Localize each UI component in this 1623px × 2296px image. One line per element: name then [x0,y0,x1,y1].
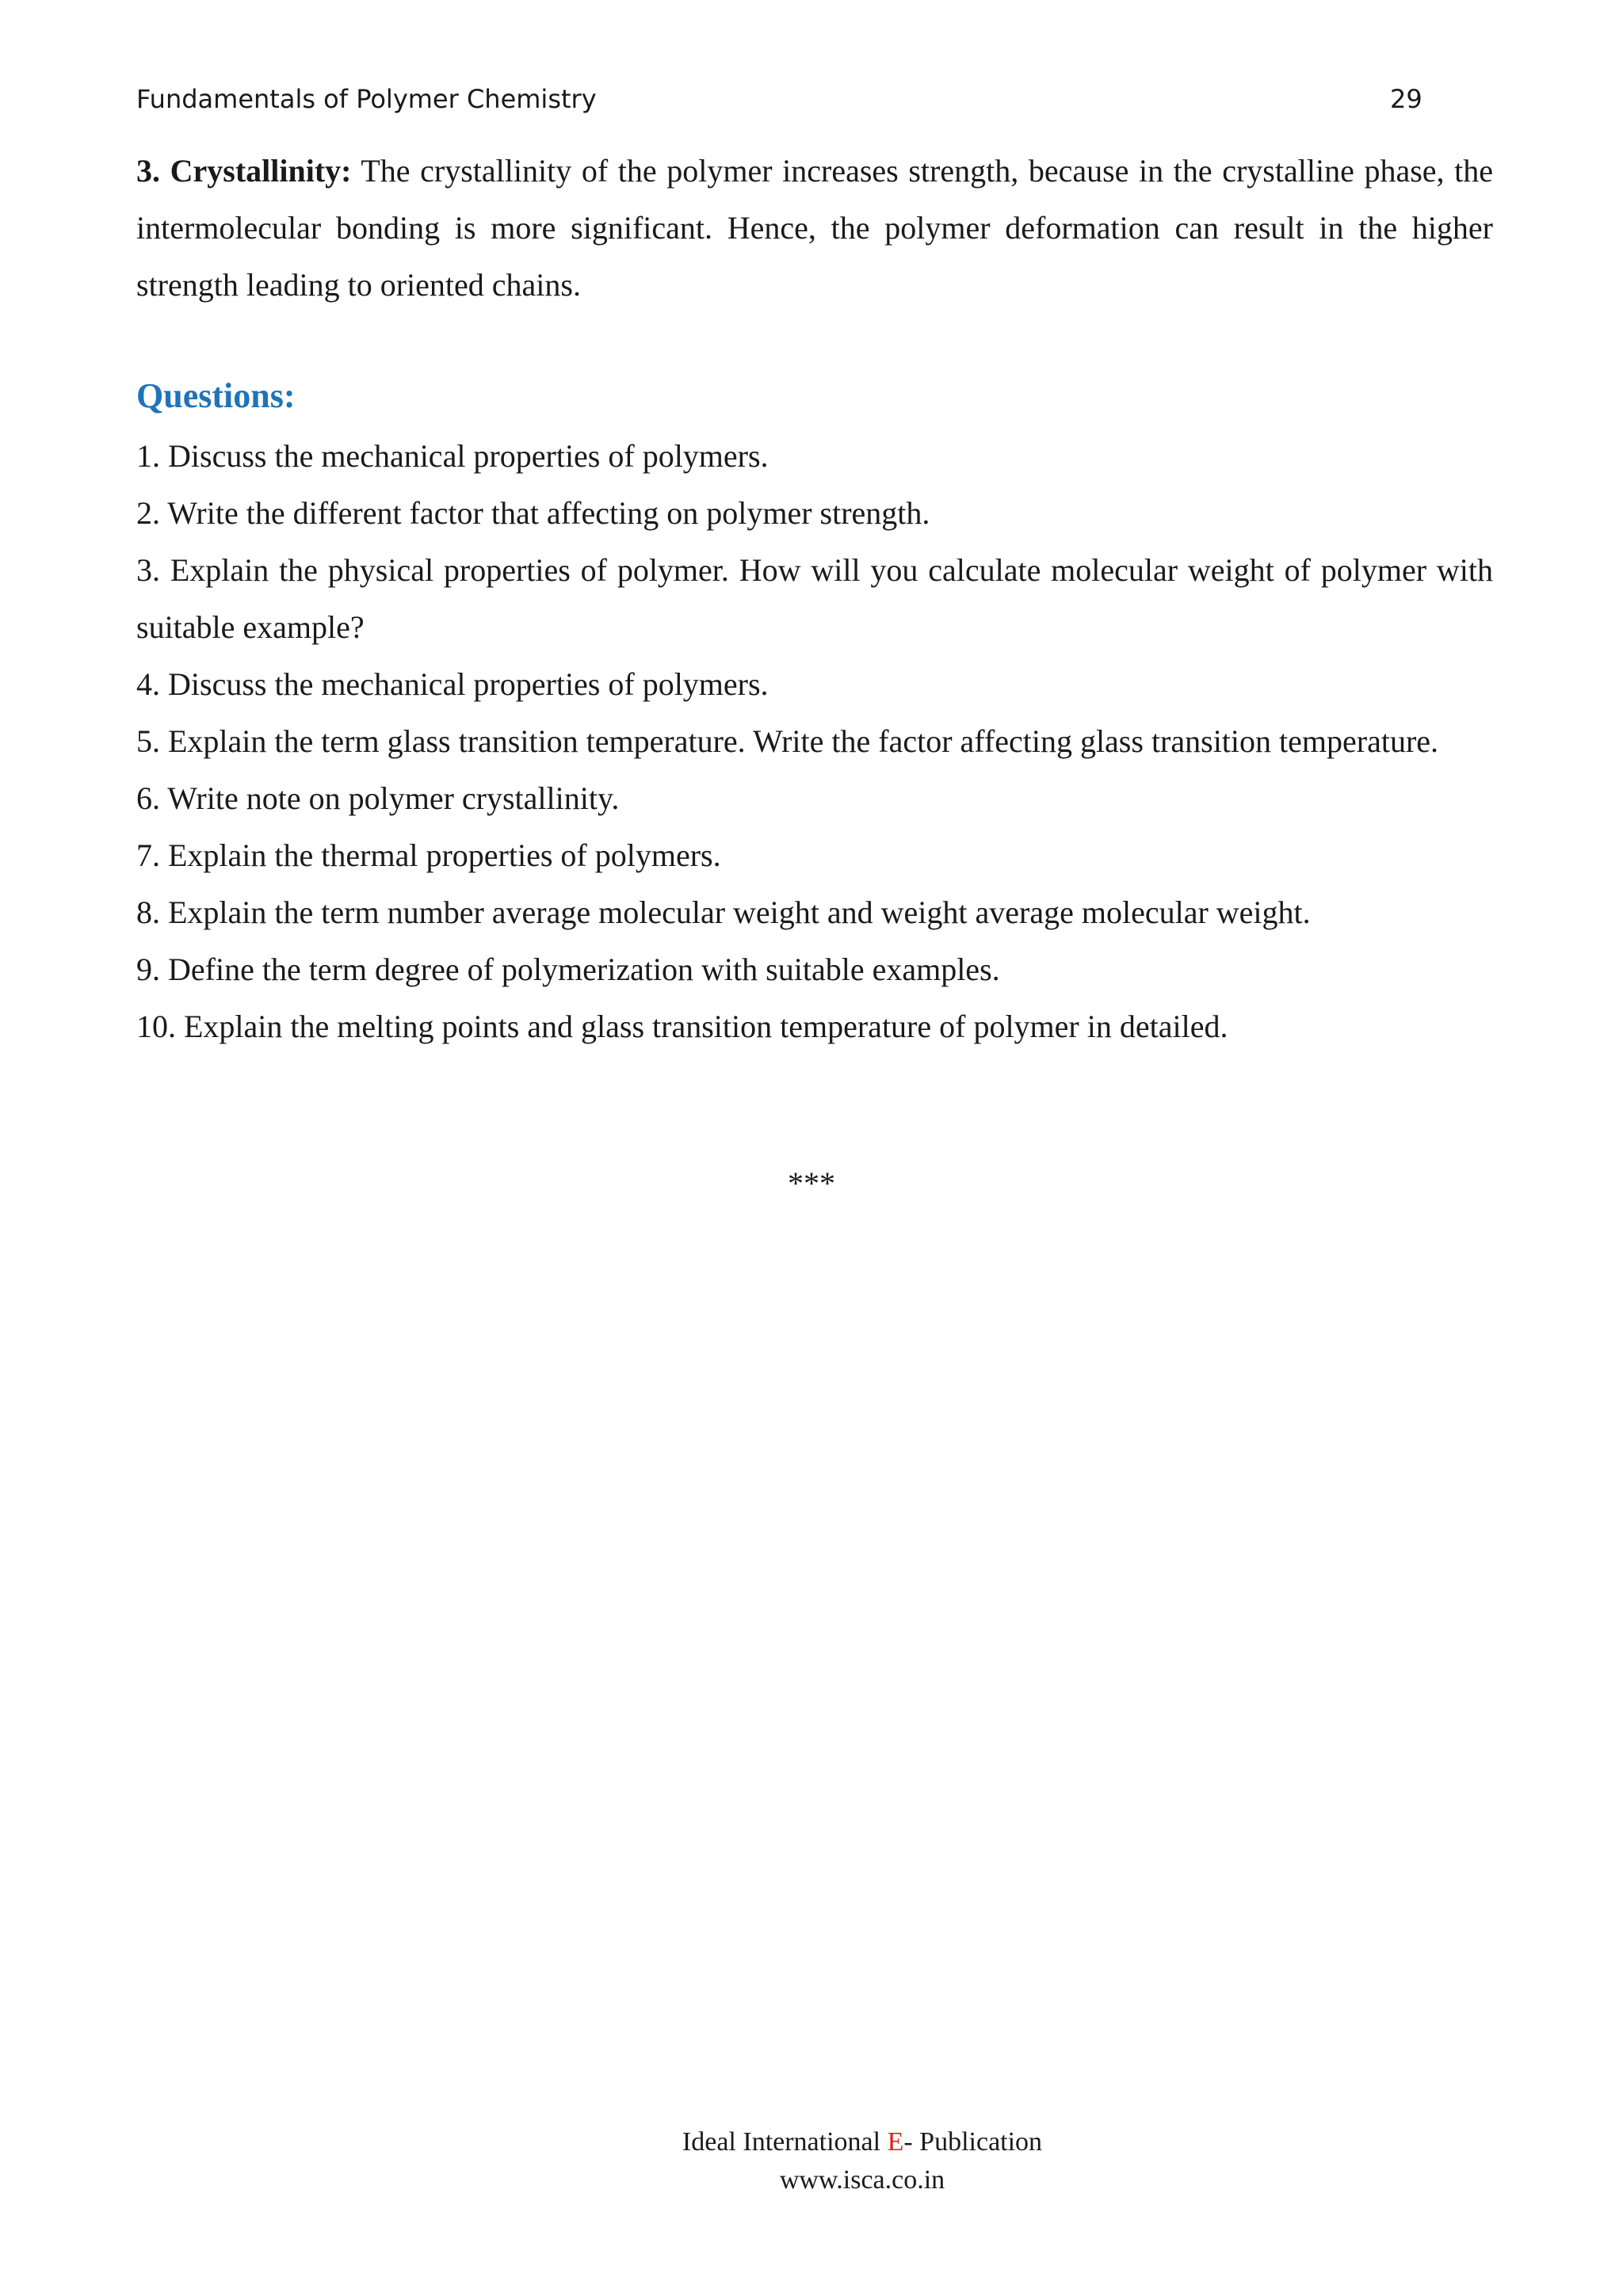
question-item: 5. Explain the term glass transition temperature. Write the factor affecting glass transition temperature. [136,723,1439,759]
question-item: 10. Explain the melting points and glass transition temperature of polymer in detailed. [136,1009,1228,1044]
question-item: 1. Discuss the mechanical properties of polymers. [136,438,769,474]
question-item: 6. Write note on polymer crystallinity. [136,780,620,816]
publisher-e-letter: E [887,2127,904,2157]
question-item: 8. Explain the term number average molecular weight and weight average molecular weight. [136,894,1311,930]
question-item: 2. Write the different factor that affecting on polymer strength. [136,495,930,531]
question-item: 9. Define the term degree of polymerization with suitable examples. [136,952,1000,987]
questions-list [136,428,1493,1055]
question-item: 7. Explain the thermal properties of polymers. [136,837,721,873]
book-title: Fundamentals of Polymer Chemistry [136,84,597,114]
publisher-prefix: Ideal International [682,2127,888,2157]
page-number: 29 [1390,84,1423,114]
paragraph-text: The crystallinity of the polymer increases strength, because in the crystalline phase, the intermolecular bonding is more significant. Hence, the polymer deformation can result in the higher strength leading to oriented chains. [136,153,1493,303]
question-item: 3. Explain the physical properties of polymer. How will you calculate molecular weight of polymer with suitable example? [136,552,1493,645]
publisher-line [0,2123,1623,2161]
question-item: 4. Discuss the mechanical properties of polymers. [136,666,769,702]
publisher-suffix: - Publication [903,2127,1043,2157]
crystallinity-paragraph [136,143,1493,314]
questions-heading: Questions: [136,376,296,415]
paragraph-lead: 3. Crystallinity: [136,153,352,189]
publisher-website: www.isca.co.in [779,2165,945,2195]
page-footer [0,2123,1623,2199]
running-header [136,79,1423,119]
section-separator: *** [788,1165,835,1201]
